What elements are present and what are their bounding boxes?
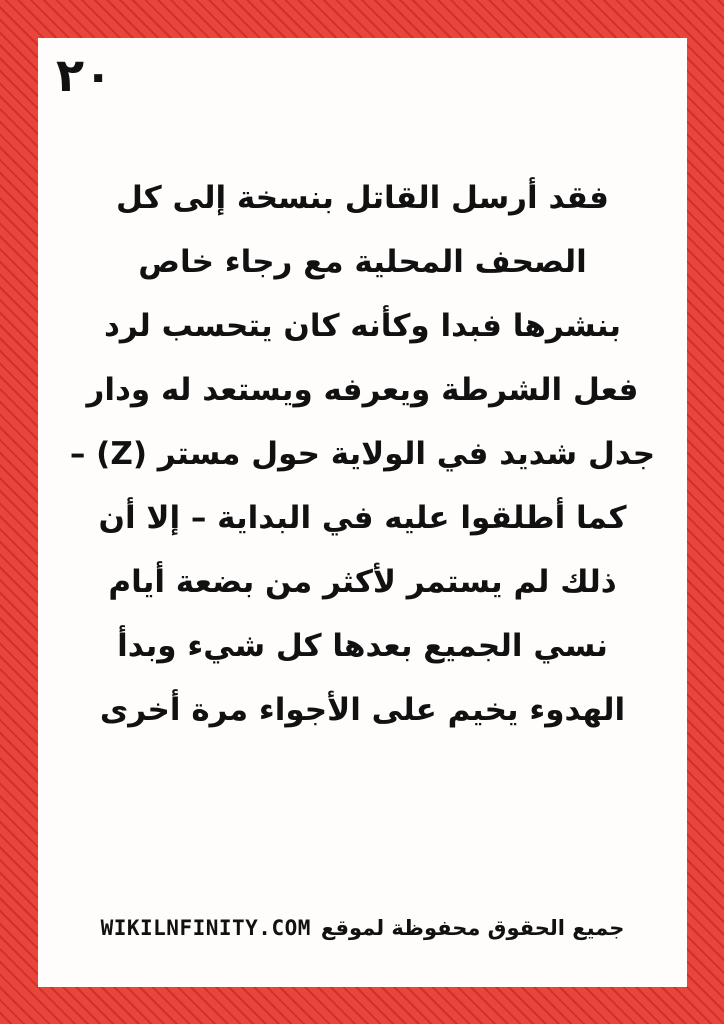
- rights-text: جميع الحقوق محفوظة لموقع: [320, 916, 625, 940]
- page-number: ٢٠: [56, 48, 113, 102]
- website-name: WIKILNFINITY.COM: [100, 916, 311, 940]
- story-line: فقد أرسل القاتل بنسخة إلى كل: [116, 180, 609, 216]
- story-line: كما أطلقوا عليه في البداية – إلا أن: [98, 500, 627, 536]
- story-line: الهدوء يخيم على الأجواء مرة أخرى: [99, 692, 626, 728]
- story-line: فعل الشرطة ويعرفه ويستعد له ودار: [86, 372, 639, 408]
- page-card: [38, 38, 687, 987]
- story-line: ذلك لم يستمر لأكثر من بضعة أيام: [108, 564, 617, 600]
- copyright-footer: [38, 916, 687, 940]
- story-line: بنشرها فبدا وكأنه كان يتحسب لرد: [103, 308, 622, 344]
- story-line: جدل شديد في الولاية حول مستر (Z) –: [69, 436, 656, 472]
- story-line: نسي الجميع بعدها كل شيء وبدأ: [117, 628, 608, 664]
- story-line: الصحف المحلية مع رجاء خاص: [138, 244, 587, 280]
- story-text: [38, 166, 687, 742]
